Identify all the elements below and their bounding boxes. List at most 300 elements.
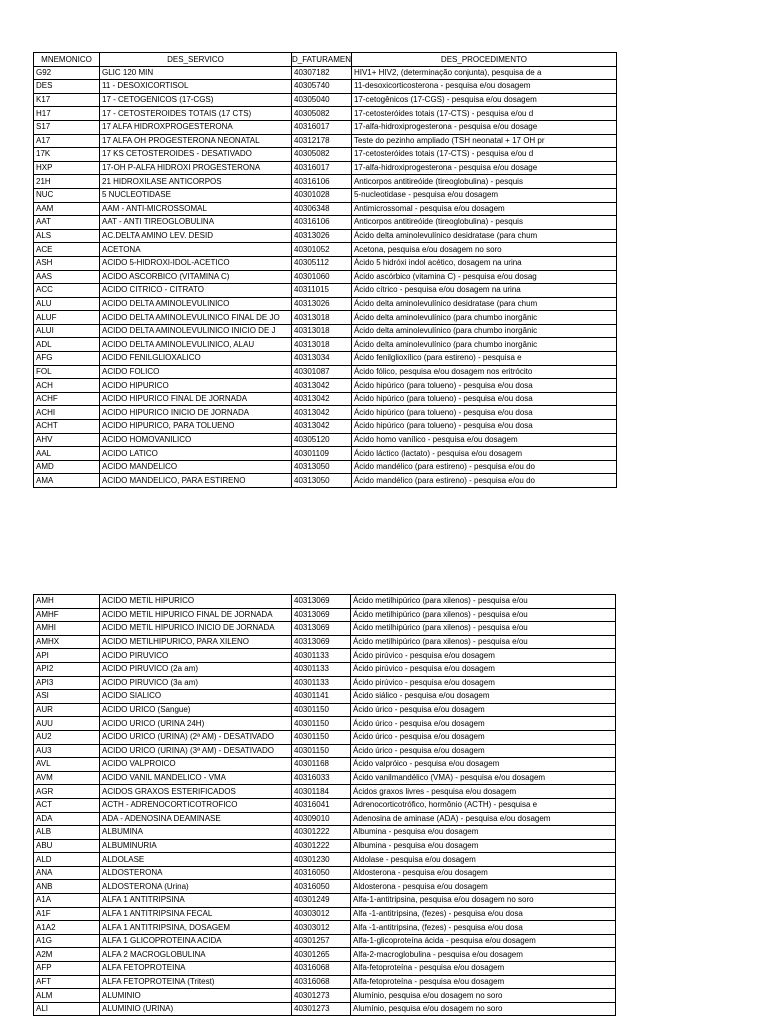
cell-des-procedimento: Aldosterona - pesquisa e/ou dosagem	[351, 880, 616, 894]
services-table-top	[33, 52, 617, 488]
cell-mnemonico: ABU	[34, 839, 100, 853]
table-row	[34, 80, 617, 94]
table-row	[34, 406, 617, 420]
cell-cod-faturamento: 40305082	[292, 107, 352, 121]
table-row	[34, 853, 616, 867]
cell-cod-faturamento: 40301273	[292, 1002, 351, 1016]
cell-des-procedimento: Ácido hipúrico (para tolueno) - pesquisa e/ou dosa	[351, 406, 616, 420]
cell-des-servico: ACIDO VALPROICO	[100, 758, 292, 772]
cell-des-procedimento: Alfa -1-antitripsina, (fezes) - pesquisa e/ou dosa	[351, 921, 616, 935]
cell-mnemonico: A1G	[34, 934, 100, 948]
cell-des-servico: ACIDO URICO (URINA) (3ª AM) - DESATIVADO	[100, 744, 292, 758]
cell-cod-faturamento: 40301184	[292, 785, 351, 799]
cell-des-servico: 17 ALFA HIDROXPROGESTERONA	[100, 120, 292, 134]
cell-mnemonico: AUR	[34, 703, 100, 717]
cell-cod-faturamento: 40305040	[292, 93, 352, 107]
cell-cod-faturamento: 40303012	[292, 907, 351, 921]
cell-des-servico: ALUMINIO	[100, 989, 292, 1003]
table-row	[34, 962, 616, 976]
cell-des-procedimento: Aldosterona - pesquisa e/ou dosagem	[351, 866, 616, 880]
cell-des-procedimento: Ácido delta aminolevulínico desidratase (para chum	[351, 229, 616, 243]
cell-des-servico: ACIDO FOLICO	[100, 365, 292, 379]
cell-des-servico: ACIDO URICO (Sangue)	[100, 703, 292, 717]
cell-des-servico: ACIDO DELTA AMINOLEVULINICO, ALAU	[100, 338, 292, 352]
cell-cod-faturamento: 40301133	[292, 676, 351, 690]
cell-mnemonico: AMHI	[34, 622, 100, 636]
cell-mnemonico: A1A	[34, 894, 100, 908]
cell-cod-faturamento: 40316050	[292, 866, 351, 880]
cell-mnemonico: A2M	[34, 948, 100, 962]
cell-cod-faturamento: 40313042	[292, 420, 352, 434]
cell-mnemonico: ANA	[34, 866, 100, 880]
cell-cod-faturamento: 40301222	[292, 839, 351, 853]
table-row	[34, 880, 616, 894]
table-row	[34, 474, 617, 488]
cell-des-procedimento: Alfa-fetoproteína - pesquisa e/ou dosagem	[351, 975, 616, 989]
cell-des-procedimento: Ácido siálico - pesquisa e/ou dosagem	[351, 690, 616, 704]
cell-cod-faturamento: 40316041	[292, 798, 351, 812]
table-row	[34, 758, 616, 772]
cell-des-procedimento: Alumínio, pesquisa e/ou dosagem no soro	[351, 1002, 616, 1016]
table-row	[34, 433, 617, 447]
cell-cod-faturamento: 40313026	[292, 297, 352, 311]
table-row	[34, 392, 617, 406]
cell-des-servico: ALBUMINURIA	[100, 839, 292, 853]
cell-des-procedimento: Adenosina de aminase (ADA) - pesquisa e/ou dosagem	[351, 812, 616, 826]
cell-cod-faturamento: 40301168	[292, 758, 351, 772]
cell-cod-faturamento: 40301052	[292, 243, 352, 257]
services-table-bottom	[33, 594, 616, 1016]
cell-cod-faturamento: 40305120	[292, 433, 352, 447]
cell-des-servico: 17 - CETOGENICOS (17-CGS)	[100, 93, 292, 107]
table-row	[34, 107, 617, 121]
cell-des-servico: ACIDO PIRUVICO (3a am)	[100, 676, 292, 690]
cell-mnemonico: ASH	[34, 256, 100, 270]
cell-des-procedimento: Alfa-2-macroglobulina - pesquisa e/ou dosagem	[351, 948, 616, 962]
cell-des-procedimento: Ácido delta aminolevulínico (para chumbo inorgânic	[351, 311, 616, 325]
cell-des-procedimento: Albumina - pesquisa e/ou dosagem	[351, 826, 616, 840]
table-row	[34, 447, 617, 461]
cell-cod-faturamento: 40312178	[292, 134, 352, 148]
cell-mnemonico: A1F	[34, 907, 100, 921]
cell-cod-faturamento: 40313018	[292, 324, 352, 338]
cell-cod-faturamento: 40301150	[292, 703, 351, 717]
cell-mnemonico: ANB	[34, 880, 100, 894]
cell-des-procedimento: 17-cetogênicos (17-CGS) - pesquisa e/ou dosagem	[351, 93, 616, 107]
cell-des-servico: ACIDO HIPURICO, PARA TOLUENO	[100, 420, 292, 434]
cell-cod-faturamento: 40301249	[292, 894, 351, 908]
cell-des-servico: ACIDO VANIL MANDELICO - VMA	[100, 771, 292, 785]
cell-mnemonico: ACE	[34, 243, 100, 257]
table-row	[34, 975, 616, 989]
cell-des-procedimento: Ácido fenilglioxílico (para estireno) - pesquisa e	[351, 352, 616, 366]
cell-des-procedimento: Albumina - pesquisa e/ou dosagem	[351, 839, 616, 853]
cell-des-servico: ACIDO METIL HIPURICO	[100, 595, 292, 609]
cell-cod-faturamento: 40316068	[292, 962, 351, 976]
cell-mnemonico: ACT	[34, 798, 100, 812]
cell-mnemonico: ADA	[34, 812, 100, 826]
cell-des-servico: ACIDO METIL HIPURICO FINAL DE JORNADA	[100, 608, 292, 622]
cell-des-procedimento: Acetona, pesquisa e/ou dosagem no soro	[351, 243, 616, 257]
cell-cod-faturamento: 40301230	[292, 853, 351, 867]
cell-mnemonico: ALI	[34, 1002, 100, 1016]
table-row	[34, 420, 617, 434]
cell-mnemonico: ACHT	[34, 420, 100, 434]
cell-des-procedimento: Ácido delta aminolevulínico (para chumbo inorgânic	[351, 338, 616, 352]
table-row	[34, 690, 616, 704]
cell-des-servico: AAM - ANTI-MICROSSOMAL	[100, 202, 292, 216]
cell-des-procedimento: Ácido úrico - pesquisa e/ou dosagem	[351, 717, 616, 731]
table-row	[34, 798, 616, 812]
cell-cod-faturamento: 40313042	[292, 406, 352, 420]
cell-des-procedimento: HIV1+ HIV2, (determinação conjunta), pesquisa de a	[351, 66, 616, 80]
cell-des-procedimento: Antimicrossomal - pesquisa e/ou dosagem	[351, 202, 616, 216]
table-row	[34, 948, 616, 962]
table-row	[34, 284, 617, 298]
cell-mnemonico: ALB	[34, 826, 100, 840]
cell-mnemonico: AU3	[34, 744, 100, 758]
cell-des-procedimento: Ácido ascórbico (vitamina C) - pesquisa e/ou dosag	[351, 270, 616, 284]
cell-mnemonico: ALD	[34, 853, 100, 867]
cell-cod-faturamento: 40305112	[292, 256, 352, 270]
cell-mnemonico: AAT	[34, 216, 100, 230]
table-row	[34, 717, 616, 731]
table-row	[34, 161, 617, 175]
cell-des-procedimento: Ácido metilhipúrico (para xilenos) - pesquisa e/ou	[351, 622, 616, 636]
cell-des-servico: ALFA 1 GLICOPROTEINA ACIDA	[100, 934, 292, 948]
cell-des-procedimento: Ácido hipúrico (para tolueno) - pesquisa e/ou dosa	[351, 392, 616, 406]
cell-mnemonico: ALUI	[34, 324, 100, 338]
cell-des-procedimento: 17-alfa-hidroxiprogesterona - pesquisa e/ou dosage	[351, 161, 616, 175]
header-des-procedimento: DES_PROCEDIMENTO	[351, 53, 616, 67]
cell-cod-faturamento: 40301141	[292, 690, 351, 704]
table-row	[34, 338, 617, 352]
cell-cod-faturamento: 40316050	[292, 880, 351, 894]
cell-des-servico: ACETONA	[100, 243, 292, 257]
cell-mnemonico: API2	[34, 662, 100, 676]
cell-mnemonico: K17	[34, 93, 100, 107]
table-row	[34, 934, 616, 948]
cell-des-procedimento: Ácidos graxos livres - pesquisa e/ou dosagem	[351, 785, 616, 799]
cell-cod-faturamento: 40313050	[292, 474, 352, 488]
cell-mnemonico: 21H	[34, 175, 100, 189]
cell-cod-faturamento: 40316017	[292, 120, 352, 134]
cell-des-procedimento: Ácido delta aminolevulínico desidratase (para chum	[351, 297, 616, 311]
cell-mnemonico: ALM	[34, 989, 100, 1003]
cell-cod-faturamento: 40301273	[292, 989, 351, 1003]
table-row	[34, 66, 617, 80]
header-cod-faturamento: D_FATURAMEN	[292, 53, 352, 67]
cell-des-servico: ALFA 1 ANTITRIPSINA FECAL	[100, 907, 292, 921]
cell-des-servico: ACIDO DELTA AMINOLEVULINICO FINAL DE JO	[100, 311, 292, 325]
cell-des-servico: ACIDO URICO (URINA 24H)	[100, 717, 292, 731]
cell-des-procedimento: Ácido hipúrico (para tolueno) - pesquisa e/ou dosa	[351, 379, 616, 393]
cell-mnemonico: ACH	[34, 379, 100, 393]
cell-des-procedimento: Ácido úrico - pesquisa e/ou dosagem	[351, 744, 616, 758]
cell-des-procedimento: Ácido cítrico - pesquisa e/ou dosagem na urina	[351, 284, 616, 298]
cell-mnemonico: ALU	[34, 297, 100, 311]
cell-mnemonico: AMD	[34, 460, 100, 474]
cell-mnemonico: AU2	[34, 730, 100, 744]
cell-des-servico: 17-OH P-ALFA HIDROXI PROGESTERONA	[100, 161, 292, 175]
cell-cod-faturamento: 40301060	[292, 270, 352, 284]
cell-des-procedimento: Anticorpos antitireóide (tireoglobulina) - pesquis	[351, 216, 616, 230]
cell-mnemonico: API	[34, 649, 100, 663]
cell-mnemonico: AFG	[34, 352, 100, 366]
cell-des-procedimento: Ácido hipúrico (para tolueno) - pesquisa e/ou dosa	[351, 420, 616, 434]
table-row	[34, 148, 617, 162]
cell-des-procedimento: 17-alfa-hidroxiprogesterona - pesquisa e/ou dosage	[351, 120, 616, 134]
cell-des-servico: AAT - ANTI TIREOGLOBULINA	[100, 216, 292, 230]
cell-des-servico: ALDOSTERONA (Urina)	[100, 880, 292, 894]
cell-des-servico: GLIC 120 MIN	[100, 66, 292, 80]
table-row	[34, 649, 616, 663]
cell-des-procedimento: Alfa-fetoproteína - pesquisa e/ou dosagem	[351, 962, 616, 976]
cell-mnemonico: ACHI	[34, 406, 100, 420]
cell-cod-faturamento: 40301257	[292, 934, 351, 948]
cell-des-servico: ACIDO LATICO	[100, 447, 292, 461]
cell-cod-faturamento: 40309010	[292, 812, 351, 826]
cell-des-servico: 17 - CETOSTEROIDES TOTAIS (17 CTS)	[100, 107, 292, 121]
cell-des-procedimento: Ácido úrico - pesquisa e/ou dosagem	[351, 703, 616, 717]
cell-des-procedimento: Ácido metilhipúrico (para xilenos) - pesquisa e/ou	[351, 608, 616, 622]
cell-mnemonico: AUU	[34, 717, 100, 731]
cell-mnemonico: ALUF	[34, 311, 100, 325]
table-row	[34, 826, 616, 840]
table-row	[34, 703, 616, 717]
cell-cod-faturamento: 40313034	[292, 352, 352, 366]
table-row	[34, 989, 616, 1003]
cell-des-procedimento: Ácido úrico - pesquisa e/ou dosagem	[351, 730, 616, 744]
cell-des-procedimento: Ácido metilhipúrico (para xilenos) - pesquisa e/ou	[351, 635, 616, 649]
cell-cod-faturamento: 40301133	[292, 649, 351, 663]
cell-des-servico: ALFA FETOPROTEINA (Tritest)	[100, 975, 292, 989]
cell-des-servico: ACIDO HIPURICO INICIO DE JORNADA	[100, 406, 292, 420]
cell-des-procedimento: Ácido pirúvico - pesquisa e/ou dosagem	[351, 676, 616, 690]
cell-des-servico: ACIDO FENILGLIOXALICO	[100, 352, 292, 366]
cell-mnemonico: 17K	[34, 148, 100, 162]
cell-cod-faturamento: 40313069	[292, 635, 351, 649]
cell-des-procedimento: 11-desoxicorticosterona - pesquisa e/ou dosagem	[351, 80, 616, 94]
cell-des-procedimento: Anticorpos antitireóide (tireoglobulina) - pesquis	[351, 175, 616, 189]
cell-des-servico: ACIDO 5-HIDROXI-IDOL-ACETICO	[100, 256, 292, 270]
table-row	[34, 175, 617, 189]
cell-des-procedimento: Teste do pezinho ampliado (TSH neonatal + 17 OH pr	[351, 134, 616, 148]
cell-mnemonico: AGR	[34, 785, 100, 799]
cell-mnemonico: AVM	[34, 771, 100, 785]
cell-cod-faturamento: 40313026	[292, 229, 352, 243]
cell-mnemonico: S17	[34, 120, 100, 134]
cell-des-servico: 17 ALFA OH PROGESTERONA NEONATAL	[100, 134, 292, 148]
cell-mnemonico: HXP	[34, 161, 100, 175]
table-row	[34, 352, 617, 366]
cell-des-servico: ACIDO HIPURICO FINAL DE JORNADA	[100, 392, 292, 406]
table-row	[34, 202, 617, 216]
header-des-servico: DES_SERVICO	[100, 53, 292, 67]
header-row	[34, 53, 617, 67]
cell-des-procedimento: Ácido fólico, pesquisa e/ou dosagem nos eritrócito	[351, 365, 616, 379]
table-row	[34, 460, 617, 474]
cell-cod-faturamento: 40301222	[292, 826, 351, 840]
cell-cod-faturamento: 40311015	[292, 284, 352, 298]
cell-mnemonico: H17	[34, 107, 100, 121]
cell-cod-faturamento: 40301150	[292, 730, 351, 744]
cell-des-servico: ACIDO MANDELICO	[100, 460, 292, 474]
table-row	[34, 93, 617, 107]
cell-des-servico: ACIDOS GRAXOS ESTERIFICADOS	[100, 785, 292, 799]
table-row	[34, 866, 616, 880]
cell-des-servico: ACIDO PIRUVICO	[100, 649, 292, 663]
cell-des-servico: ACIDO METIL HIPURICO INICIO DE JORNADA	[100, 622, 292, 636]
cell-des-servico: 21 HIDROXILASE ANTICORPOS	[100, 175, 292, 189]
cell-cod-faturamento: 40301133	[292, 662, 351, 676]
table-row	[34, 635, 616, 649]
cell-mnemonico: AMA	[34, 474, 100, 488]
cell-des-servico: ACIDO HOMOVANILICO	[100, 433, 292, 447]
cell-mnemonico: ASI	[34, 690, 100, 704]
cell-des-servico: 5 NUCLEOTIDASE	[100, 188, 292, 202]
cell-mnemonico: DES	[34, 80, 100, 94]
table-row	[34, 1002, 616, 1016]
cell-cod-faturamento: 40307182	[292, 66, 352, 80]
cell-des-procedimento: Ácido homo vanílico - pesquisa e/ou dosagem	[351, 433, 616, 447]
cell-des-servico: ACIDO DELTA AMINOLEVULINICO INICIO DE J	[100, 324, 292, 338]
table-row	[34, 120, 617, 134]
cell-des-servico: ACIDO DELTA AMINOLEVULINICO	[100, 297, 292, 311]
cell-des-servico: ACTH - ADRENOCORTICOTROFICO	[100, 798, 292, 812]
cell-des-servico: ADA - ADENOSINA DEAMINASE	[100, 812, 292, 826]
table-row	[34, 839, 616, 853]
cell-cod-faturamento: 40313042	[292, 392, 352, 406]
cell-des-procedimento: Alfa -1-antitripsina, (fezes) - pesquisa e/ou dosa	[351, 907, 616, 921]
table-row	[34, 324, 617, 338]
cell-des-procedimento: Alfa-1-glicoproteína ácida - pesquisa e/ou dosagem	[351, 934, 616, 948]
cell-mnemonico: ALS	[34, 229, 100, 243]
cell-des-servico: ALFA 1 ANTITRIPSINA, DOSAGEM	[100, 921, 292, 935]
cell-des-procedimento: Ácido pirúvico - pesquisa e/ou dosagem	[351, 649, 616, 663]
cell-des-procedimento: Ácido láctico (lactato) - pesquisa e/ou dosagem	[351, 447, 616, 461]
table-row	[34, 921, 616, 935]
cell-cod-faturamento: 40316106	[292, 175, 352, 189]
cell-des-procedimento: Ácido metilhipúrico (para xilenos) - pesquisa e/ou	[351, 595, 616, 609]
cell-mnemonico: NUC	[34, 188, 100, 202]
cell-des-procedimento: Ácido delta aminolevulínico (para chumbo inorgânic	[351, 324, 616, 338]
cell-des-procedimento: Ácido valpróico - pesquisa e/ou dosagem	[351, 758, 616, 772]
cell-cod-faturamento: 40303012	[292, 921, 351, 935]
table-row	[34, 216, 617, 230]
cell-des-procedimento: Alumínio, pesquisa e/ou dosagem no soro	[351, 989, 616, 1003]
cell-des-servico: AC.DELTA AMINO LEV. DESID	[100, 229, 292, 243]
cell-mnemonico: ADL	[34, 338, 100, 352]
cell-cod-faturamento: 40301028	[292, 188, 352, 202]
cell-des-servico: ACIDO CITRICO - CITRATO	[100, 284, 292, 298]
cell-des-servico: ACIDO METILHIPURICO, PARA XILENO	[100, 635, 292, 649]
cell-mnemonico: AMH	[34, 595, 100, 609]
cell-mnemonico: AHV	[34, 433, 100, 447]
table-row	[34, 744, 616, 758]
cell-des-procedimento: Adrenocorticotrófico, hormônio (ACTH) - pesquisa e	[351, 798, 616, 812]
table-row	[34, 812, 616, 826]
cell-cod-faturamento: 40316033	[292, 771, 351, 785]
cell-des-servico: 11 - DESOXICORTISOL	[100, 80, 292, 94]
cell-mnemonico: AFP	[34, 962, 100, 976]
cell-des-servico: ACIDO PIRUVICO (2a am)	[100, 662, 292, 676]
table-row	[34, 662, 616, 676]
table-row	[34, 229, 617, 243]
cell-des-procedimento: 17-cetosteróides totais (17-CTS) - pesquisa e/ou d	[351, 148, 616, 162]
cell-mnemonico: FOL	[34, 365, 100, 379]
cell-des-servico: ALFA 2 MACROGLOBULINA	[100, 948, 292, 962]
cell-mnemonico: AMHF	[34, 608, 100, 622]
cell-des-servico: ALUMINIO (URINA)	[100, 1002, 292, 1016]
cell-mnemonico: A1A2	[34, 921, 100, 935]
cell-des-procedimento: Ácido mandélico (para estireno) - pesquisa e/ou do	[351, 460, 616, 474]
cell-des-procedimento: Ácido 5 hidróxi indol acético, dosagem na urina	[351, 256, 616, 270]
table-row	[34, 676, 616, 690]
cell-cod-faturamento: 40305740	[292, 80, 352, 94]
cell-mnemonico: AAS	[34, 270, 100, 284]
cell-des-procedimento: Ácido mandélico (para estireno) - pesquisa e/ou do	[351, 474, 616, 488]
cell-des-servico: 17 KS CETOSTEROIDES - DESATIVADO	[100, 148, 292, 162]
table-row	[34, 270, 617, 284]
cell-mnemonico: AMHX	[34, 635, 100, 649]
cell-des-procedimento: Ácido vanilmandélico (VMA) - pesquisa e/ou dosagem	[351, 771, 616, 785]
cell-mnemonico: A17	[34, 134, 100, 148]
cell-cod-faturamento: 40305082	[292, 148, 352, 162]
cell-mnemonico: AFT	[34, 975, 100, 989]
table-row	[34, 134, 617, 148]
table-row	[34, 379, 617, 393]
cell-des-procedimento: Aldolase - pesquisa e/ou dosagem	[351, 853, 616, 867]
cell-mnemonico: API3	[34, 676, 100, 690]
cell-des-procedimento: Ácido pirúvico - pesquisa e/ou dosagem	[351, 662, 616, 676]
cell-mnemonico: ACC	[34, 284, 100, 298]
table-row	[34, 608, 616, 622]
table-row	[34, 785, 616, 799]
cell-mnemonico: AVL	[34, 758, 100, 772]
table-row	[34, 311, 617, 325]
cell-mnemonico: AAM	[34, 202, 100, 216]
cell-des-servico: ALDOLASE	[100, 853, 292, 867]
cell-des-procedimento: 17-cetosteróides totais (17-CTS) - pesquisa e/ou d	[351, 107, 616, 121]
cell-des-servico: ALDOSTERONA	[100, 866, 292, 880]
cell-des-servico: ALBUMINA	[100, 826, 292, 840]
cell-des-servico: ALFA FETOPROTEINA	[100, 962, 292, 976]
cell-des-procedimento: Alfa-1-antitripsina, pesquisa e/ou dosagem no soro	[351, 894, 616, 908]
cell-cod-faturamento: 40313069	[292, 595, 351, 609]
table-row	[34, 595, 616, 609]
cell-cod-faturamento: 40301150	[292, 744, 351, 758]
cell-cod-faturamento: 40316068	[292, 975, 351, 989]
table-row	[34, 730, 616, 744]
table-row	[34, 188, 617, 202]
cell-cod-faturamento: 40313018	[292, 311, 352, 325]
cell-cod-faturamento: 40316017	[292, 161, 352, 175]
table-row	[34, 622, 616, 636]
header-mnemonico: MNEMONICO	[34, 53, 100, 67]
cell-des-servico: ACIDO URICO (URINA) (2ª AM) - DESATIVADO	[100, 730, 292, 744]
cell-mnemonico: G92	[34, 66, 100, 80]
cell-des-servico: ACIDO ASCORBICO (VITAMINA C)	[100, 270, 292, 284]
cell-des-servico: ACIDO MANDELICO, PARA ESTIRENO	[100, 474, 292, 488]
cell-des-servico: ALFA 1 ANTITRIPSINA	[100, 894, 292, 908]
table-row	[34, 894, 616, 908]
cell-cod-faturamento: 40313042	[292, 379, 352, 393]
table-row	[34, 365, 617, 379]
table-row	[34, 256, 617, 270]
cell-mnemonico: ACHF	[34, 392, 100, 406]
cell-cod-faturamento: 40301087	[292, 365, 352, 379]
